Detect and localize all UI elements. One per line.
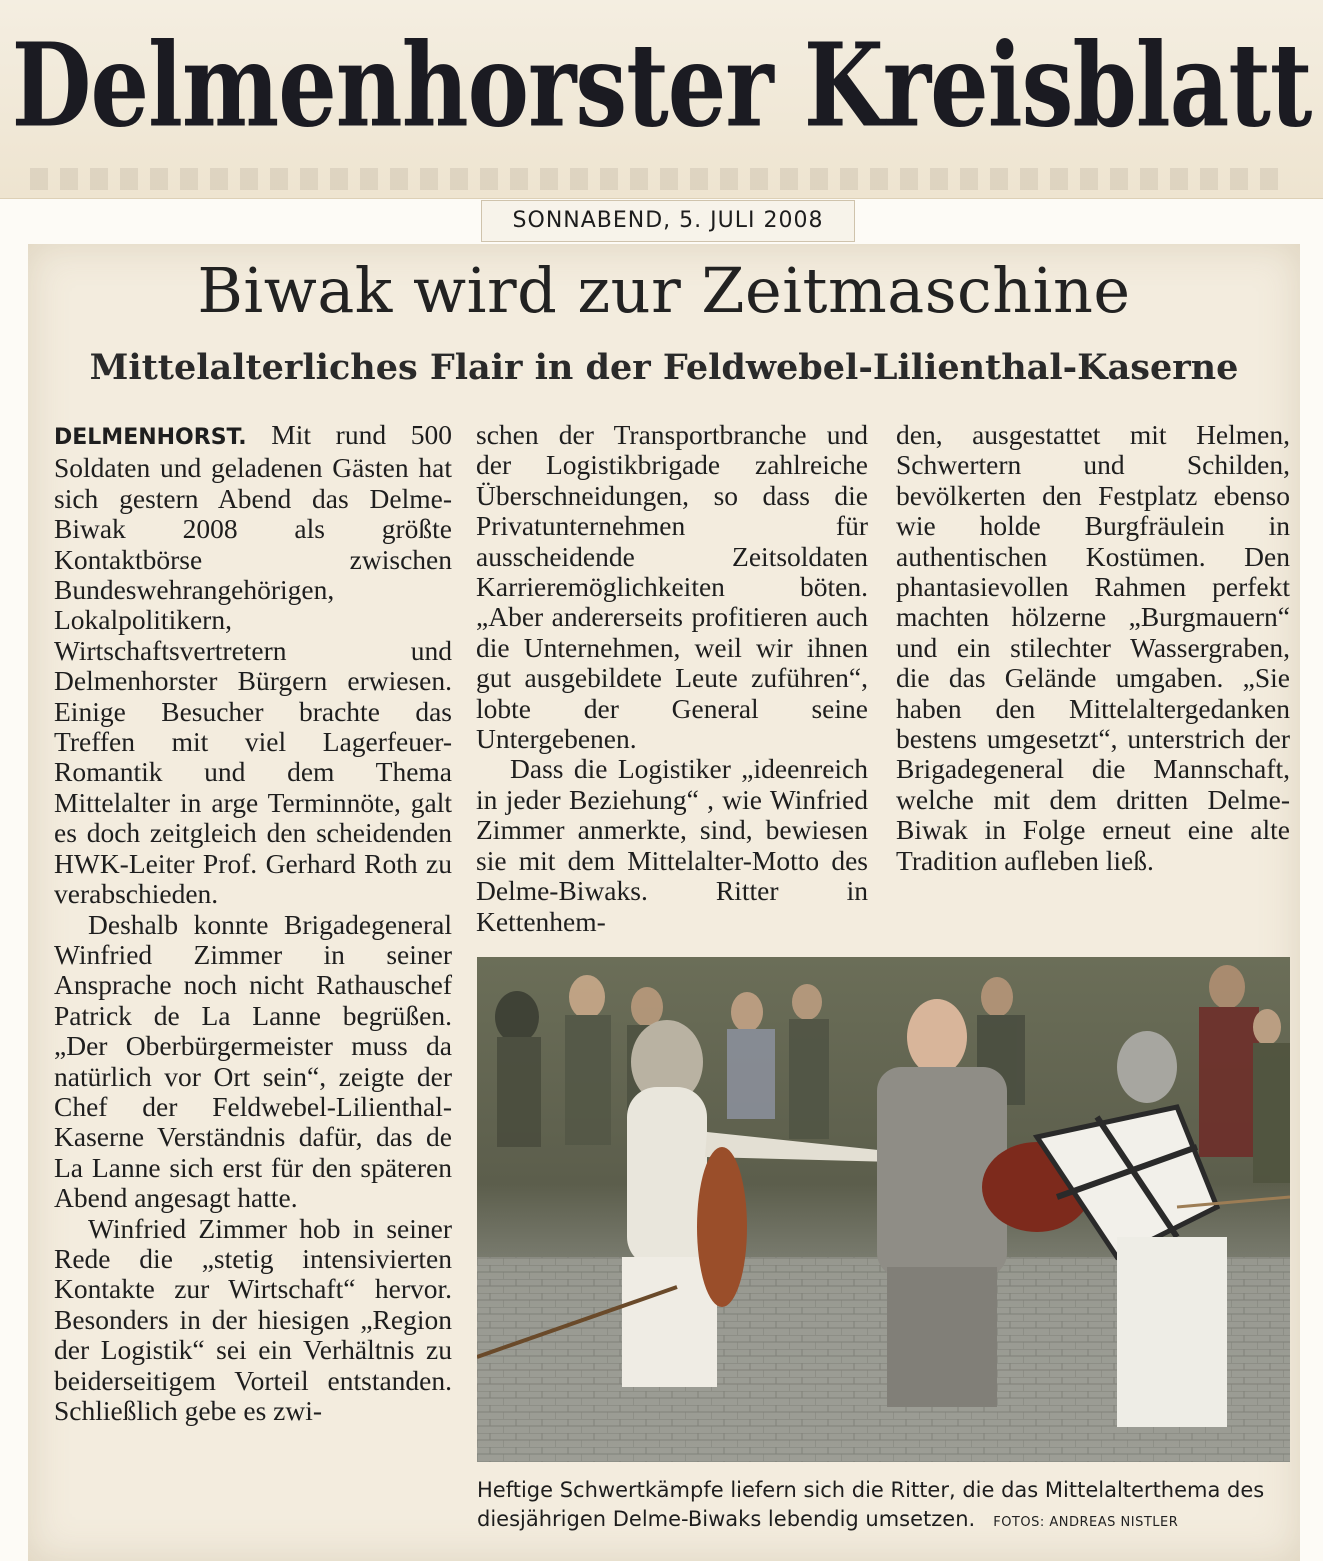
paragraph: Winfried Zimmer hob in seiner Rede die „stetig intensivierten Kontakte zur Wirtschaft“ hervor. Besonders in der hiesigen „Region der Logistik“ sei ein Verhältnis zu beiderseitigem Vorteil entstanden. Schließlich gebe es zwi- [54,1212,452,1426]
paragraph: den, ausgestattet mit Helmen, Schwertern und Schilden, bevölkerten den Festplatz ebenso wie holde Burgfräulein in authentischen Kostümen. Den phantasievollen Rahmen perfekt machten hölzerne „Burgmauern“ und ein stilechter Wassergraben, die das Gelände umgaben. „Sie haben den Mittelaltergedanken bestens umgesetzt“, unterstrich der Brigadegeneral die Mannschaft, welche mit dem dritten Delme-Biwak in Folge erneut eine alte Tradition aufleben ließ. [896,419,1290,876]
article-column-1 [54,420,452,1426]
paragraph: schen der Transportbranche und der Logistikbrigade zahlreiche Überschneidungen, so dass die Privatunternehmen für ausscheidende Zeitsoldaten Karrieremöglichkeiten böten. „Aber andererseits profitieren auch die Unternehmen, weil wir ihnen gut ausgebildete Leute zuführen“, lobte der General seine Untergebenen. [476,419,868,755]
article-column-3 [896,420,1290,876]
dateline: DELMENHORST. [54,425,247,450]
newspaper-name: Delmenhorster Kreisblatt [11,18,1312,153]
photo-caption-block [477,1476,1290,1537]
paragraph [54,420,452,910]
masthead-bleedthrough [30,168,1290,190]
article-photo [477,957,1290,1462]
publication-date: SONNABEND, 5. JULI 2008 [481,200,855,242]
article-column-2 [476,420,868,937]
photo-caption: Heftige Schwertkämpfe liefern sich die Ritter, die das Mittelalterthema des diesjährigen Delme-Biwaks lebendig umsetzen. [477,1478,1265,1531]
knights-sword-fight-photo [477,957,1290,1462]
article-headline: Biwak wird zur Zeitmaschine [197,254,1131,327]
photo-credit: FOTOS: ANDREAS NISTLER [993,1515,1179,1530]
paragraph: Deshalb konnte Brigadegeneral Winfried Zimmer in seiner Ansprache noch nicht Rathauschef Patrick de La Lanne begrüßen. „Der Oberbürgermeister muss da natürlich vor Ort sein“, zeigte der Chef der Feldwebel-Lilienthal-Kaserne Verständnis dafür, das de La Lanne sich erst für den späteren Abend angesagt hatte. [54,908,452,1214]
paragraph-text: Mit rund 500 Soldaten und geladenen Gästen hat sich gestern Abend das Delme-Biwak 2008 als größte Kontaktbörse zwischen Bundeswehrangehörigen, Lokalpolitikern, Wirtschaftsvertretern und Delmenhorster Bürgern erwiesen. Einige Besucher brachte das Treffen mit viel Lagerfeuer-Romantik und dem Thema Mittelalter in arge Terminnöte, galt es doch zeitgleich den scheidenden HWK-Leiter Prof. Gerhard Roth zu verabschieden. [54,419,453,910]
article-subheadline: Mittelalterliches Flair in der Feldwebel-Lilienthal-Kaserne [89,347,1239,388]
masthead [0,0,1323,199]
paragraph: Dass die Logistiker „ideenreich in jeder Beziehung“ , wie Winfried Zimmer anmerkte, sind, bewiesen sie mit dem Mittelalter-Motto des Delme-Biwaks. Ritter in Kettenhem- [476,753,868,937]
